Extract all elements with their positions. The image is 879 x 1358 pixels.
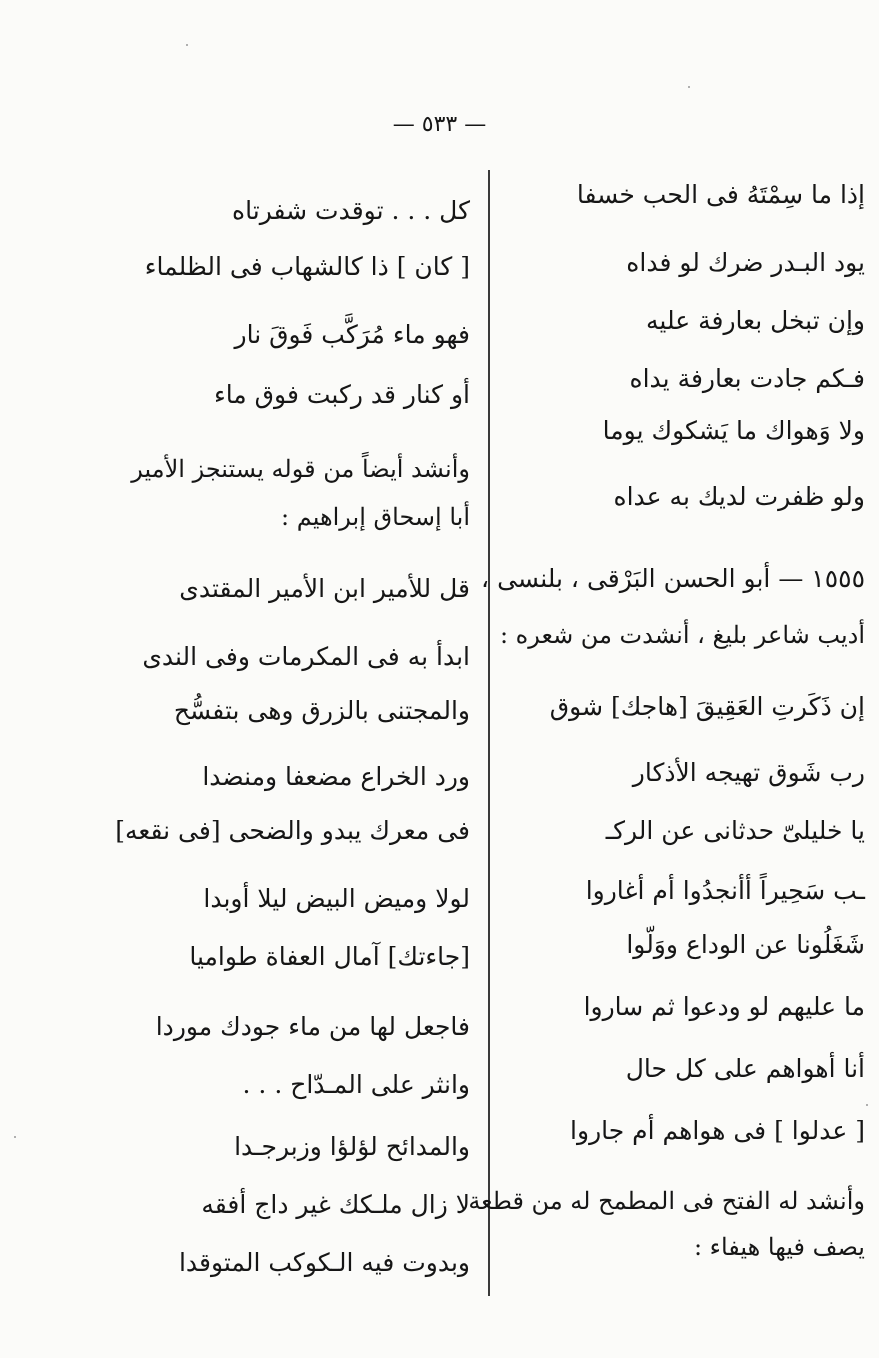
page-number: — ٥٣٣ — [392, 112, 487, 137]
verse-line: ما عليهم لو ودعوا ثم ساروا [583, 992, 865, 1021]
verse-line: فهو ماء مُرَكَّب فَوقَ نار [234, 320, 470, 349]
paper-speck [866, 1104, 868, 1106]
verse-line: [جاءتك] آمال العفاة طواميا [189, 942, 470, 971]
verse-line: لولا وميض البيض ليلا أوبدا [203, 884, 470, 913]
verse-line: والمجتنى بالزرق وهى بتفسُّح [173, 696, 470, 725]
verse-line: شَغَلُونا عن الوداع ووَلّوا [626, 930, 865, 959]
verse-line: ولا وَهواك ما يَشكوك يوما [602, 416, 865, 445]
verse-line: أنا أهواهم على كل حال [625, 1054, 865, 1083]
verse-line: ابدأ به فى المكرمات وفى الندى [142, 642, 470, 671]
verse-line: يود البـدر ضرك لو فداه [626, 248, 865, 277]
verse-line: فى معرك يبدو والضحى [فى نقعه] [115, 816, 470, 845]
verse-line: وانثر على المـدّاح . . . [242, 1070, 470, 1099]
paper-speck [688, 86, 690, 88]
verse-line: كل . . . توقدت شفرتاه [232, 196, 470, 225]
verse-line: وإن تبخل بعارفة عليه [646, 306, 865, 335]
verse-line: [ كان ] ذا كالشهاب فى الظلماء [144, 252, 470, 281]
verse-line: ـب سَحِيراً أأنجدُوا أم أغاروا [585, 876, 865, 905]
prose-line: وأنشد أيضاً من قوله يستنجز الأمير [131, 455, 470, 483]
column-divider [488, 170, 490, 1296]
prose-line: أديب شاعر بليغ ، أنشدت من شعره : [499, 621, 865, 649]
verse-line: وبدوت فيه الـكوكب المتوقدا [178, 1248, 470, 1277]
verse-line: فاجعل لها من ماء جودك موردا [155, 1012, 470, 1041]
verse-line: والمدائح لؤلؤا وزبرجـدا [234, 1132, 470, 1161]
verse-line: رب شَوق تهيجه الأذكار [632, 758, 865, 787]
paper-speck [186, 44, 188, 46]
prose-line: يصف فيها هيفاء : [693, 1233, 865, 1261]
verse-line: لا زال ملـكك غير داج أفقه [201, 1190, 470, 1219]
verse-line: ورد الخراع مضعفا ومنضدا [202, 762, 470, 791]
verse-line: ولو ظفرت لديك به عداه [613, 482, 865, 511]
prose-line: وأنشد له الفتح فى المطمح له من قطعة [468, 1187, 865, 1215]
verse-line: قل للأمير ابن الأمير المقتدى [179, 574, 470, 603]
verse-line: إن ذَكَرتِ العَقِيقَ [هاجك] شوق [549, 692, 865, 721]
verse-line: إذا ما سِمْتَهُ فى الحب خسفا [576, 180, 865, 209]
prose-line: أبا إسحاق إبراهيم : [281, 503, 470, 531]
entry-heading: ١٥٥٥ — أبو الحسن البَرْقى ، بلنسى ، [481, 564, 865, 593]
verse-line: يا خليلىّ حدثانى عن الركـ [605, 816, 865, 845]
verse-line: فـكم جادت بعارفة يداه [629, 364, 865, 393]
paper-speck [14, 1136, 16, 1138]
verse-line: أو كنار قد ركبت فوق ماء [213, 380, 470, 409]
verse-line: [ عدلوا ] فى هواهم أم جاروا [570, 1116, 865, 1145]
